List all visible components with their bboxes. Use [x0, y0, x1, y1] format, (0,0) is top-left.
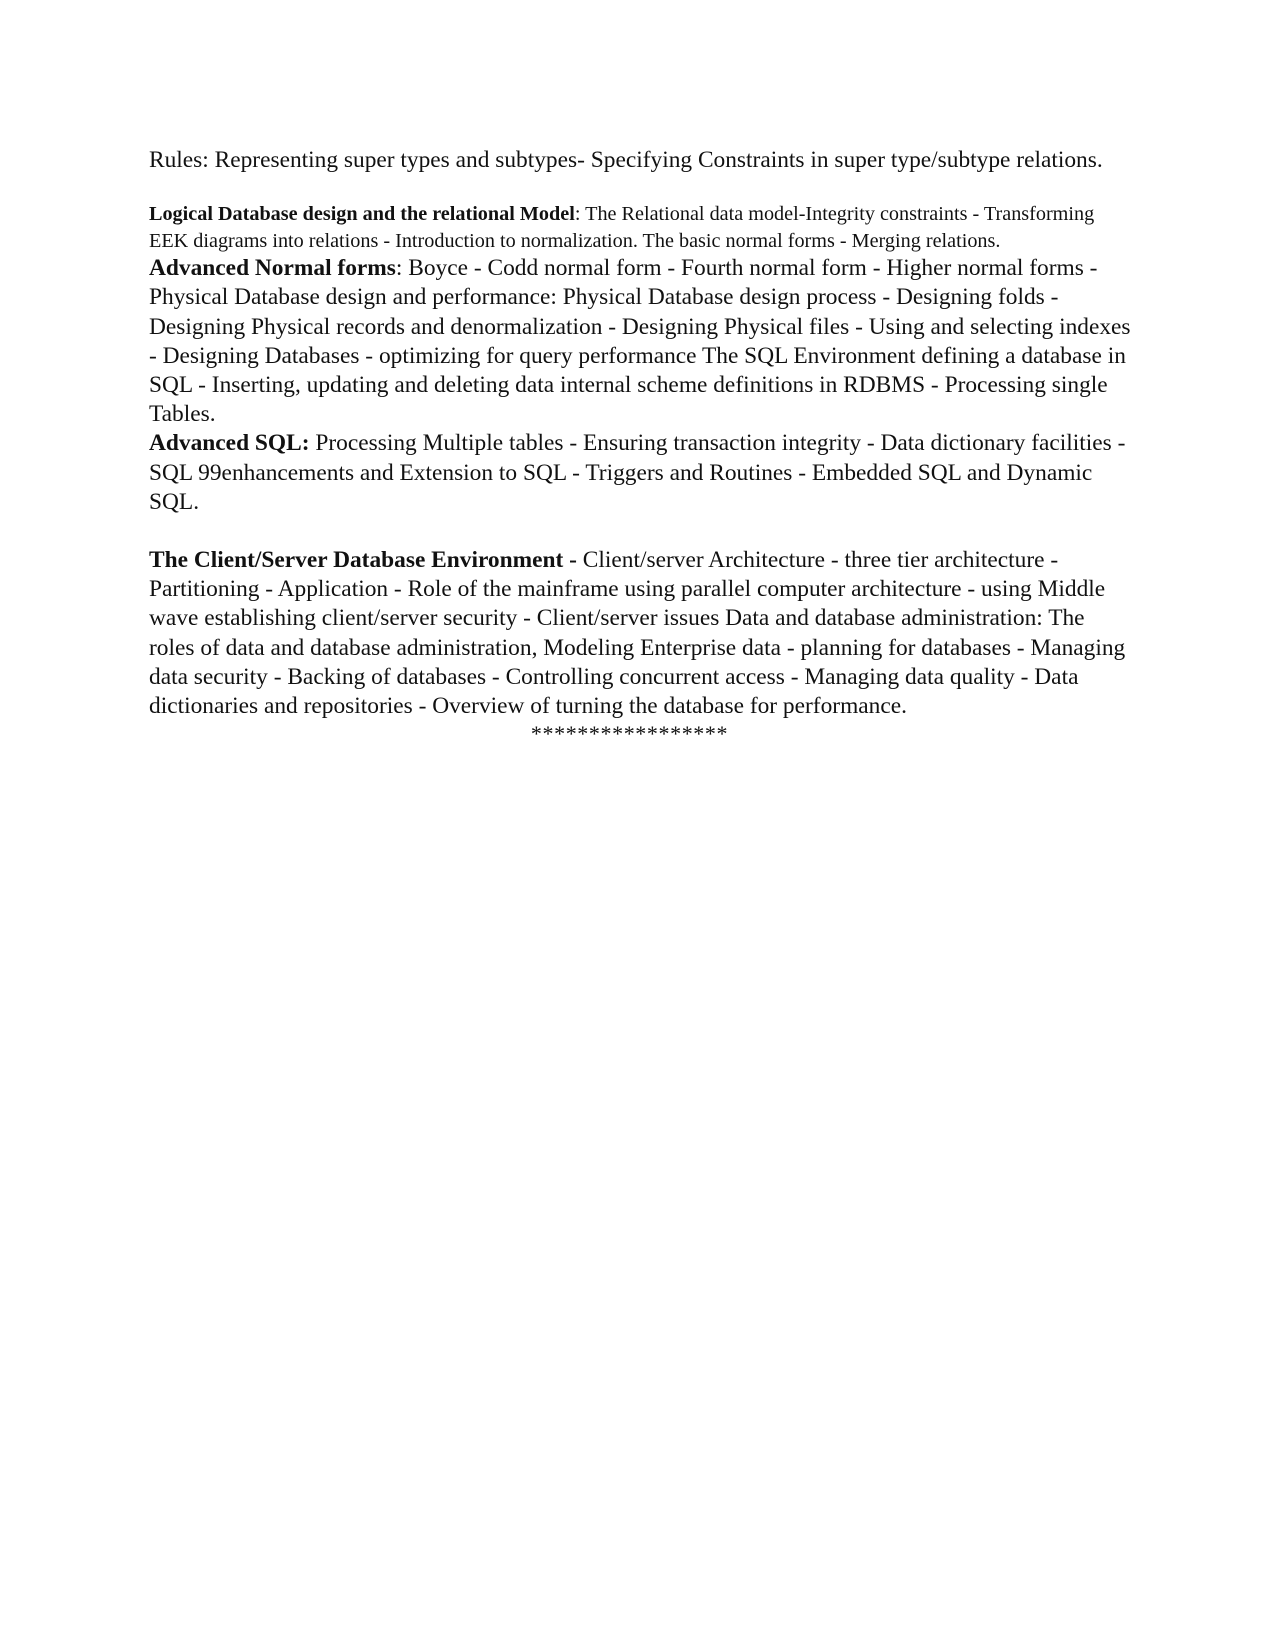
document-page: [149, 146, 1134, 747]
logical-design-text: : The Relational data model-Integrity constraints - Transforming EEK diagrams into relations - Introduction to normalization. The basic normal forms - Merging relations.: [149, 203, 1095, 252]
intro-text: Rules: Representing super types and subtypes- Specifying Constraints in super type/subtype relations.: [149, 147, 1103, 173]
client-server-paragraph: [149, 546, 1134, 721]
client-server-text: Client/server Architecture - three tier architecture - Partitioning - Application - Role of the mainframe using parallel computer architecture - using Middle wave establishing client/server security - Client/server issues Data and database administration: The roles of data and database administration, Modeling Enterprise data - planning for databases - Managing data security - Backing of databases - Controlling concurrent access - Managing data quality - Data dictionaries and repositories - Overview of turning the database for performance.: [149, 547, 1126, 720]
client-server-heading: The Client/Server Database Environment -: [149, 547, 577, 574]
logical-design-heading: Logical Database design and the relational Model: [149, 203, 575, 226]
advanced-normal-forms-heading: Advanced Normal forms: [149, 255, 396, 282]
advanced-sql-text: Processing Multiple tables - Ensuring transaction integrity - Data dictionary facilities - SQL 99enhancements and Extension to SQL - Triggers and Routines - Embedded SQL and Dynamic SQL.: [149, 430, 1126, 515]
advanced-sql-heading: Advanced SQL:: [149, 430, 310, 457]
advanced-normal-forms-text: : Boyce - Codd normal form - Fourth normal form - Higher normal forms - Physical Database design and performance: Physical Database design process - Designing folds - Designing Physical records and denormalization - Designing Physical files - Using and selecting indexes - Designing Databases - optimizing for query performance The SQL Environment defining a database in SQL - Inserting, updating and deleting data internal scheme definitions in RDBMS - Processing single Tables.: [149, 255, 1131, 428]
logical-design-paragraph: [149, 201, 1134, 254]
advanced-normal-forms-paragraph: [149, 254, 1134, 429]
advanced-sql-paragraph: [149, 429, 1134, 517]
end-marker: *****************: [530, 721, 729, 747]
intro-paragraph: [149, 146, 1134, 175]
